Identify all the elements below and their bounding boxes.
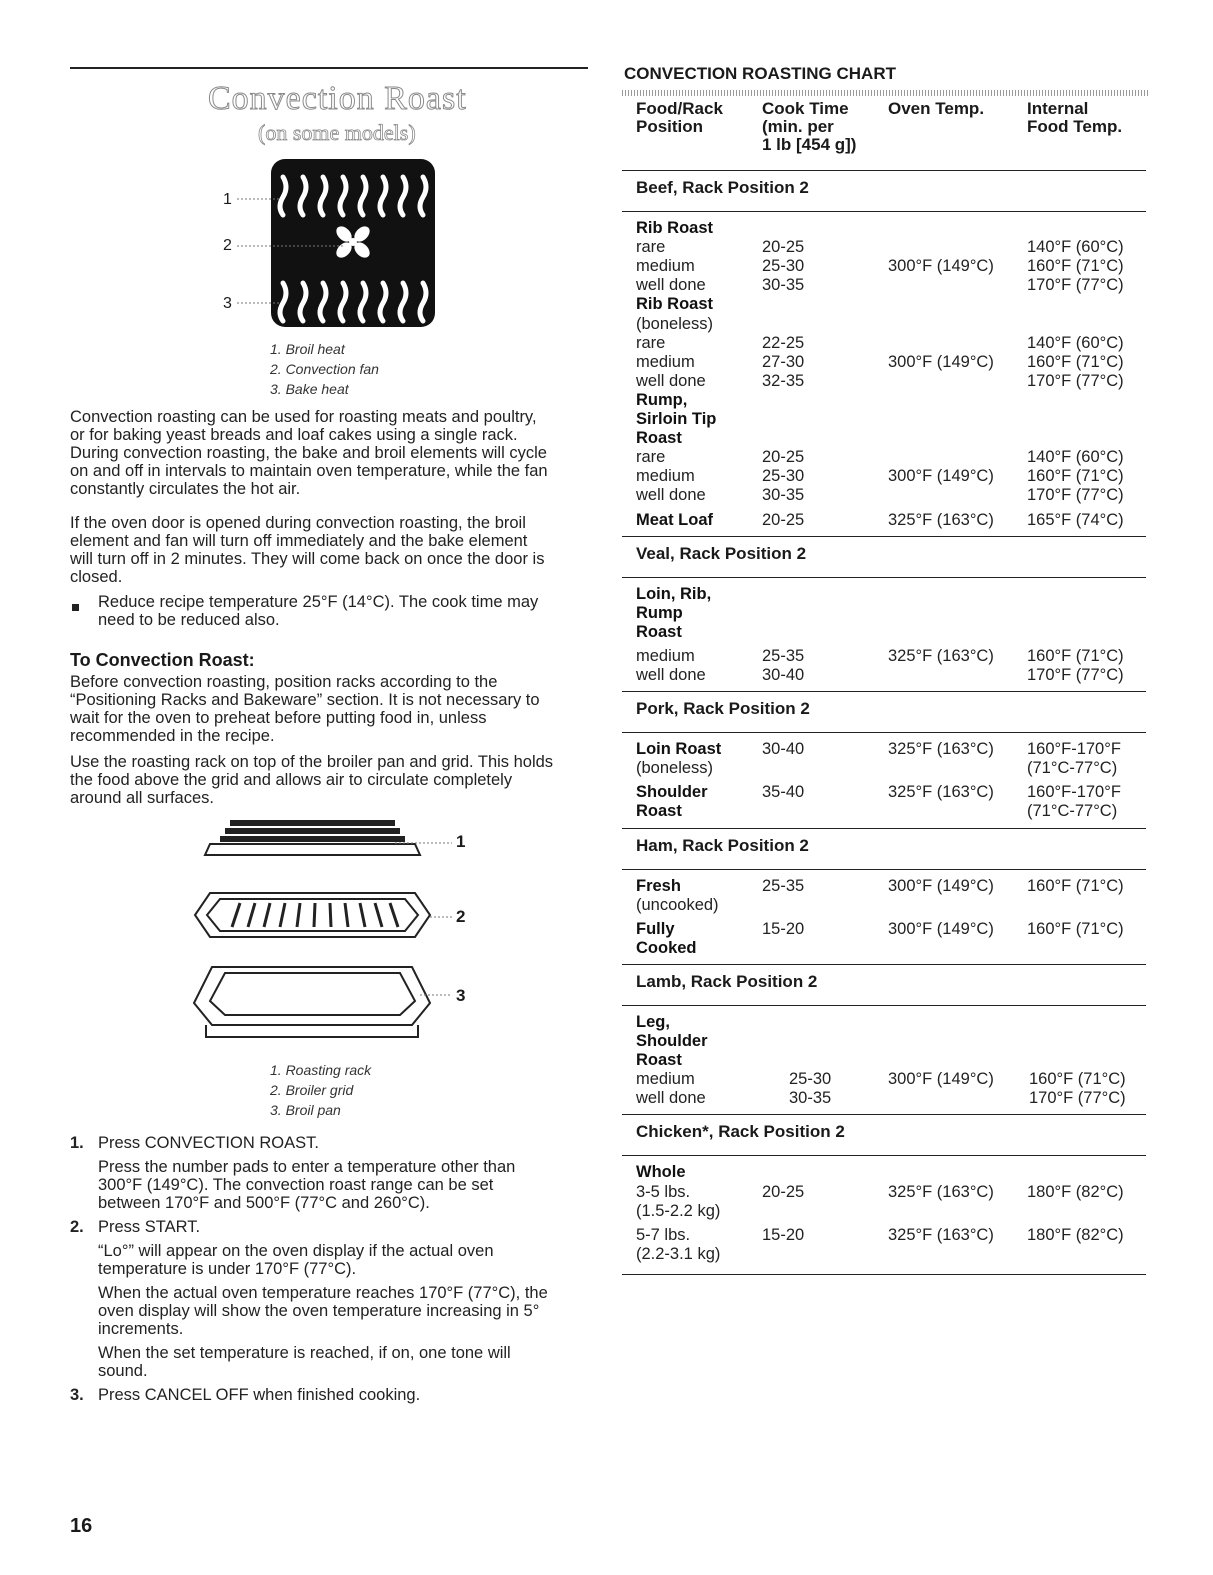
food-cell: rare [636,448,666,467]
header-line: 1 lb [454 g]) [762,135,857,154]
page-subtitle: (on some models) [258,120,416,145]
text-line: need to be reduced also. [98,611,280,629]
callout-3: 3 [456,986,466,1005]
caption-broiler-grid: 2. Broiler grid [270,1082,354,1098]
section-divider [622,1155,1146,1156]
internal-temp-cell: 170°F (77°C) [1029,1089,1126,1108]
text-line: Press START. [98,1218,201,1236]
header-line: Food/Rack [636,99,723,118]
food-cell: Rump [636,603,683,622]
caption-convection-fan: 2. Convection fan [270,361,379,377]
cook-time-cell: 25-35 [762,876,805,895]
food-cell: Sirloin Tip [636,410,717,428]
internal-temp-cell: 160°F-170°F [1027,783,1121,802]
food-cell: well done [636,276,706,295]
step-item [70,1218,590,1236]
text-line: wait for the oven to preheat before putting food in, unless [70,709,487,727]
oven-temp-cell: 300°F (149°C) [888,919,994,938]
internal-temp-cell: 140°F (60°C) [1027,238,1124,257]
step-item [70,1134,590,1152]
caption-broil-pan: 3. Broil pan [270,1102,341,1118]
text-line: sound. [98,1362,148,1380]
oven-temp-cell: 300°F (149°C) [888,257,994,276]
food-cell: Leg, [636,1012,670,1031]
section-divider [622,1005,1146,1006]
broil-pan-shape [194,967,430,1037]
text-line: “Positioning Racks and Bakeware” section. It is not necessary to [70,691,540,709]
section-divider [622,691,1146,692]
food-cell: medium [636,352,695,371]
oven-elements-diagram [215,155,445,330]
internal-temp-cell: 170°F (77°C) [1027,486,1124,505]
cook-time-cell: 15-20 [762,1225,805,1244]
cook-time-cell: 30-35 [762,276,805,295]
food-cell: well done [636,1089,706,1108]
internal-temp-cell: 170°F (77°C) [1027,276,1124,295]
food-cell: Fresh [636,876,681,895]
text-line: or for baking yeast breads and loaf cakes using a single rack. [70,426,518,444]
internal-temp-cell: 160°F (71°C) [1027,876,1124,895]
text-line: Use the roasting rack on top of the broiler pan and grid. This holds [70,753,554,771]
section-title: Pork, Rack Position 2 [636,699,810,719]
broiler-grid-shape [195,893,430,937]
food-cell: Loin Roast [636,740,722,759]
header-oven-temp [888,100,984,118]
callout-2: 2 [223,237,232,254]
section-title: Veal, Rack Position 2 [636,543,807,563]
oven-temp-cell: 300°F (149°C) [888,1070,994,1089]
step-item [70,1344,590,1380]
section-title: Beef, Rack Position 2 [636,178,809,197]
text-line: around all surfaces. [70,789,214,807]
food-cell: Fully [636,919,675,938]
step-item [70,1242,590,1278]
food-cell: Shoulder [636,783,708,802]
food-cell: medium [636,257,695,276]
text-line: increments. [98,1320,184,1338]
section-title: Ham, Rack Position 2 [636,835,809,855]
food-cell: Roast [636,1051,682,1070]
header-internal-temp [1027,100,1122,136]
food-cell: Loin, Rib, [636,584,712,603]
food-cell: well done [636,371,706,390]
text-line: closed. [70,568,123,586]
internal-temp-cell: 160°F (71°C) [1027,646,1124,665]
food-cell: medium [636,1070,695,1089]
cook-time-cell: 20-25 [762,448,805,467]
oven-temp-cell: 325°F (163°C) [888,1182,994,1201]
food-cell: Rib Roast [636,219,714,237]
internal-temp-cell: 180°F (82°C) [1027,1182,1124,1201]
food-cell: rare [636,333,666,352]
text-line: element and fan will turn off immediately and the bake element [70,532,528,550]
page-title: Convection Roast [208,80,467,117]
caption-bake-heat: 3. Bake heat [270,381,349,397]
bullet-square-icon [72,598,79,616]
cook-time-cell: 20-25 [762,1182,805,1201]
text-line: on and off in intervals to maintain oven temperature, while the fan [70,462,548,480]
page-number: 16 [70,1515,93,1537]
section-divider [622,1114,1146,1115]
cook-time-cell: 35-40 [762,783,805,802]
cook-time-cell: 32-35 [762,371,805,390]
internal-temp-cell: 160°F (71°C) [1027,352,1124,371]
section-divider [622,828,1146,829]
text-line: Reduce recipe temperature 25°F (14°C). The cook time may [98,593,539,611]
food-cell: Rib Roast [636,295,714,314]
text-line: 300°F (149°C). The convection roast range can be set [98,1176,494,1194]
cook-time-cell: 25-35 [762,646,805,665]
text-line: When the set temperature is reached, if on, one tone will [98,1344,511,1362]
step-number: 3. [70,1386,84,1404]
roasting-rack-shape [205,820,420,855]
internal-temp-cell: 140°F (60°C) [1027,448,1124,467]
cook-time-cell: 22-25 [762,333,805,352]
top-rule-left [70,67,588,69]
text-line: Convection roasting can be used for roasting meats and poultry, [70,408,537,426]
paragraph-positioning [70,673,540,745]
food-cell: Whole [636,1163,686,1182]
step-item [70,1386,590,1404]
section-divider [622,964,1146,965]
header-food-rack [636,100,723,136]
food-cell: Cooked [636,938,697,957]
section-title: Lamb, Rack Position 2 [636,971,818,991]
internal-temp-cell: 165°F (74°C) [1027,510,1124,529]
cook-time-cell: 25-30 [789,1070,832,1089]
section-divider [622,732,1146,733]
oven-temp-cell: 325°F (163°C) [888,510,994,529]
text-line: If the oven door is opened during convection roasting, the broil [70,514,526,532]
header-line: Oven Temp. [888,99,985,118]
text-line: Press CANCEL OFF when finished cooking. [98,1386,421,1404]
caption-broil-heat: 1. Broil heat [270,341,345,357]
oven-temp-cell: 300°F (149°C) [888,352,994,371]
text-line: the food above the grid and allows air to circulate completely [70,771,513,789]
section-divider [622,577,1146,578]
internal-temp-cell: 170°F (77°C) [1027,371,1124,390]
food-cell: Shoulder [636,1032,708,1050]
steps-list [70,1134,590,1410]
food-cell: Roast [636,622,682,641]
header-line: Cook Time [762,99,849,118]
text-line: Press the number pads to enter a temperature other than [98,1158,516,1176]
text-line: recommended in the recipe. [70,727,275,745]
text-line: During convection roasting, the bake and broil elements will cycle [70,444,547,462]
food-cell: Roast [636,802,682,821]
food-cell: (uncooked) [636,895,719,914]
food-cell: well done [636,486,706,505]
oven-temp-cell: 325°F (163°C) [888,1225,994,1244]
food-cell: Rump, [636,390,688,409]
text-line: “Lo°” will appear on the oven display if the actual oven [98,1242,494,1260]
internal-temp-cell: 140°F (60°C) [1027,333,1124,352]
cook-time-cell: 30-40 [762,740,805,759]
oven-temp-cell: 325°F (163°C) [888,783,994,802]
cook-time-cell: 27-30 [762,352,805,371]
internal-temp-cell: 180°F (82°C) [1027,1225,1124,1244]
food-cell: 5-7 lbs. [636,1225,691,1244]
internal-temp-cell: 170°F (77°C) [1027,666,1124,684]
chart-title: CONVECTION ROASTING CHART [624,64,896,83]
food-cell: medium [636,646,695,665]
oven-temp-cell: 300°F (149°C) [888,876,994,895]
callout-2: 2 [456,907,466,926]
bullet-text [98,593,538,629]
text-line: Press CONVECTION ROAST. [98,1134,319,1152]
cook-time-cell: 25-30 [762,257,805,276]
step-item [70,1158,590,1212]
callout-1: 1 [456,832,466,851]
step-item [70,1284,590,1338]
section-title: Chicken*, Rack Position 2 [636,1122,845,1142]
paragraph-door [70,514,544,586]
text-line: constantly circulates the hot air. [70,480,301,498]
food-cell: (2.2-3.1 kg) [636,1244,721,1263]
text-line: When the actual oven temperature reaches 170°F (77°C), the [98,1284,548,1302]
food-cell: medium [636,467,695,486]
internal-temp-cell: 160°F (71°C) [1027,467,1124,486]
food-cell: well done [636,666,706,684]
internal-temp-cell: 160°F (71°C) [1029,1070,1126,1089]
section-divider [622,536,1146,537]
oven-temp-cell: 300°F (149°C) [888,467,994,486]
food-cell: (boneless) [636,314,714,333]
header-cook-time [762,100,856,154]
header-line: Position [636,117,704,136]
cook-time-cell: 30-40 [762,666,805,684]
cook-time-cell: 20-25 [762,238,805,257]
internal-temp-cell: (71°C-77°C) [1027,802,1118,821]
paragraph-roasting-rack [70,753,553,807]
oven-temp-cell: 325°F (163°C) [888,740,994,759]
section-divider [622,211,1146,212]
paragraph-intro [70,408,548,498]
header-line: Internal [1027,99,1089,118]
diagram2-captions [270,1060,371,1120]
header-line: (min. per [762,117,834,136]
section-divider [622,1274,1146,1275]
internal-temp-cell: 160°F (71°C) [1027,257,1124,276]
food-cell: 3-5 lbs. [636,1182,691,1201]
chart-title-rule [622,90,1148,96]
food-cell: (boneless) [636,759,714,778]
cook-time-cell: 20-25 [762,510,805,529]
internal-temp-cell: 160°F-170°F [1027,740,1121,759]
diagram1-captions [270,339,379,399]
caption-roasting-rack: 1. Roasting rack [270,1062,372,1078]
step-number: 2. [70,1218,84,1236]
section-divider [622,869,1146,870]
cook-time-cell: 25-30 [762,467,805,486]
text-line: oven display will show the oven temperature increasing in 5° [98,1302,540,1320]
section-heading: To Convection Roast: [70,650,255,670]
roasting-pan-diagram [180,815,480,1055]
header-line: Food Temp. [1027,117,1123,136]
food-cell: Roast [636,429,682,448]
callout-1: 1 [223,191,232,208]
step-number: 1. [70,1134,84,1152]
text-line: will turn off in 2 minutes. They will come back on once the door is [70,550,545,568]
callout-3: 3 [223,295,232,312]
text-line: between 170°F and 500°F (77°C and 260°C). [98,1194,430,1212]
food-cell: Meat Loaf [636,510,714,529]
text-line: Before convection roasting, position racks according to the [70,673,498,691]
cook-time-cell: 15-20 [762,919,805,938]
oven-temp-cell: 325°F (163°C) [888,646,994,665]
food-cell: (1.5-2.2 kg) [636,1201,721,1220]
cook-time-cell: 30-35 [762,486,805,505]
internal-temp-cell: (71°C-77°C) [1027,759,1118,778]
text-line: temperature is under 170°F (77°C). [98,1260,357,1278]
section-divider [622,170,1146,171]
internal-temp-cell: 160°F (71°C) [1027,919,1124,938]
food-cell: rare [636,238,666,257]
cook-time-cell: 30-35 [789,1089,832,1108]
